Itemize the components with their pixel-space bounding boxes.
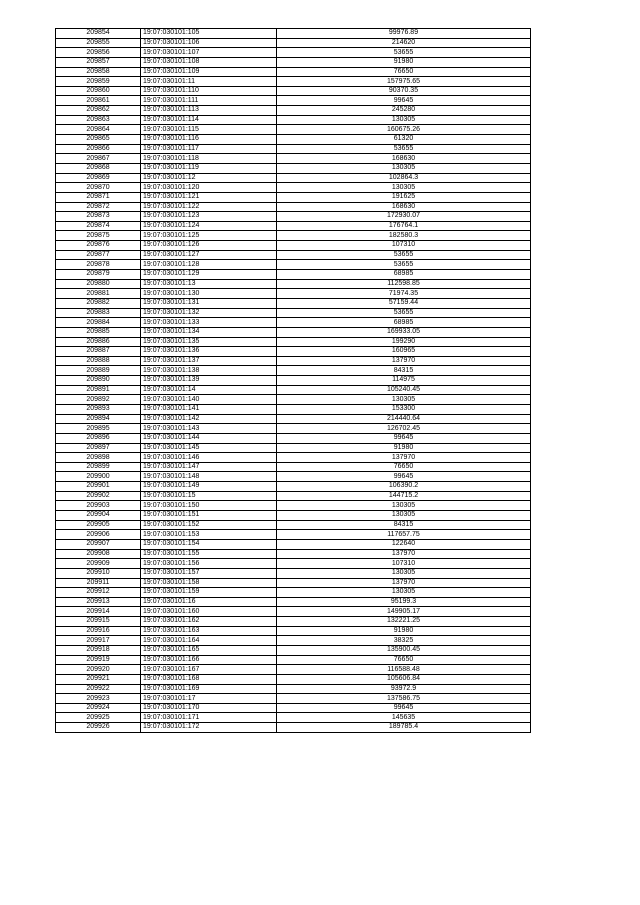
row-id-cell: 209867: [56, 154, 141, 164]
table-row: [56, 424, 531, 434]
value-cell: 84315: [277, 366, 531, 376]
value-cell: 114975: [277, 376, 531, 386]
table-row: [56, 154, 531, 164]
row-id-cell: 209893: [56, 404, 141, 414]
table-row: [56, 453, 531, 463]
value-cell: 149905.17: [277, 607, 531, 617]
cadastral-number-cell: 19:07:030101:135: [141, 337, 277, 347]
value-cell: 191625: [277, 192, 531, 202]
cadastral-number-cell: 19:07:030101:154: [141, 539, 277, 549]
table-row: [56, 539, 531, 549]
value-cell: 61320: [277, 135, 531, 145]
table-row: [56, 202, 531, 212]
cadastral-number-cell: 19:07:030101:17: [141, 694, 277, 704]
cadastral-number-cell: 19:07:030101:113: [141, 106, 277, 116]
cadastral-number-cell: 19:07:030101:121: [141, 192, 277, 202]
row-id-cell: 209861: [56, 96, 141, 106]
cadastral-number-cell: 19:07:030101:142: [141, 414, 277, 424]
row-id-cell: 209870: [56, 183, 141, 193]
cadastral-number-cell: 19:07:030101:162: [141, 617, 277, 627]
table-row: [56, 279, 531, 289]
row-id-cell: 209885: [56, 327, 141, 337]
value-cell: 107310: [277, 559, 531, 569]
cadastral-number-cell: 19:07:030101:128: [141, 260, 277, 270]
table-row: [56, 482, 531, 492]
row-id-cell: 209868: [56, 163, 141, 173]
cadastral-number-cell: 19:07:030101:11: [141, 77, 277, 87]
value-cell: 38325: [277, 636, 531, 646]
row-id-cell: 209871: [56, 192, 141, 202]
cadastral-number-cell: 19:07:030101:15: [141, 491, 277, 501]
row-id-cell: 209869: [56, 173, 141, 183]
row-id-cell: 209894: [56, 414, 141, 424]
row-id-cell: 209858: [56, 67, 141, 77]
table-row: [56, 597, 531, 607]
table-row: [56, 86, 531, 96]
cadastral-number-cell: 19:07:030101:13: [141, 279, 277, 289]
row-id-cell: 209918: [56, 646, 141, 656]
cadastral-number-cell: 19:07:030101:165: [141, 646, 277, 656]
table-row: [56, 106, 531, 116]
value-cell: 53655: [277, 144, 531, 154]
value-cell: 105606.84: [277, 674, 531, 684]
cadastral-number-cell: 19:07:030101:117: [141, 144, 277, 154]
table-row: [56, 212, 531, 222]
row-id-cell: 209916: [56, 626, 141, 636]
cadastral-number-cell: 19:07:030101:14: [141, 385, 277, 395]
row-id-cell: 209915: [56, 617, 141, 627]
table-row: [56, 260, 531, 270]
value-cell: 105240.45: [277, 385, 531, 395]
value-cell: 117657.75: [277, 530, 531, 540]
table-row: [56, 115, 531, 125]
table-row: [56, 511, 531, 521]
table-row: [56, 443, 531, 453]
cadastral-number-cell: 19:07:030101:124: [141, 221, 277, 231]
data-table: [55, 28, 531, 733]
value-cell: 84315: [277, 520, 531, 530]
table-row: [56, 578, 531, 588]
row-id-cell: 209884: [56, 318, 141, 328]
cadastral-number-cell: 19:07:030101:169: [141, 684, 277, 694]
value-cell: 53655: [277, 250, 531, 260]
cadastral-number-cell: 19:07:030101:152: [141, 520, 277, 530]
table-row: [56, 192, 531, 202]
row-id-cell: 209898: [56, 453, 141, 463]
value-cell: 122640: [277, 539, 531, 549]
row-id-cell: 209890: [56, 376, 141, 386]
table-row: [56, 414, 531, 424]
row-id-cell: 209854: [56, 29, 141, 39]
table-row: [56, 347, 531, 357]
table-row: [56, 77, 531, 87]
value-cell: 130305: [277, 501, 531, 511]
row-id-cell: 209856: [56, 48, 141, 58]
table-row: [56, 646, 531, 656]
row-id-cell: 209886: [56, 337, 141, 347]
row-id-cell: 209877: [56, 250, 141, 260]
value-cell: 160965: [277, 347, 531, 357]
cadastral-number-cell: 19:07:030101:125: [141, 231, 277, 241]
cadastral-number-cell: 19:07:030101:126: [141, 241, 277, 251]
row-id-cell: 209911: [56, 578, 141, 588]
value-cell: 53655: [277, 48, 531, 58]
row-id-cell: 209882: [56, 298, 141, 308]
row-id-cell: 209879: [56, 270, 141, 280]
row-id-cell: 209876: [56, 241, 141, 251]
table-row: [56, 270, 531, 280]
row-id-cell: 209921: [56, 674, 141, 684]
table-row: [56, 607, 531, 617]
cadastral-number-cell: 19:07:030101:114: [141, 115, 277, 125]
table-row: [56, 530, 531, 540]
row-id-cell: 209924: [56, 703, 141, 713]
table-row: [56, 289, 531, 299]
table-row: [56, 674, 531, 684]
value-cell: 99645: [277, 703, 531, 713]
cadastral-number-cell: 19:07:030101:167: [141, 665, 277, 675]
table-row: [56, 231, 531, 241]
row-id-cell: 209897: [56, 443, 141, 453]
row-id-cell: 209889: [56, 366, 141, 376]
row-id-cell: 209917: [56, 636, 141, 646]
cadastral-number-cell: 19:07:030101:132: [141, 308, 277, 318]
value-cell: 76650: [277, 67, 531, 77]
table-row: [56, 694, 531, 704]
value-cell: 68985: [277, 270, 531, 280]
cadastral-number-cell: 19:07:030101:171: [141, 713, 277, 723]
row-id-cell: 209925: [56, 713, 141, 723]
cadastral-number-cell: 19:07:030101:151: [141, 511, 277, 521]
row-id-cell: 209909: [56, 559, 141, 569]
value-cell: 112598.85: [277, 279, 531, 289]
row-id-cell: 209864: [56, 125, 141, 135]
table-row: [56, 665, 531, 675]
row-id-cell: 209914: [56, 607, 141, 617]
row-id-cell: 209912: [56, 588, 141, 598]
cadastral-number-cell: 19:07:030101:147: [141, 462, 277, 472]
table-row: [56, 221, 531, 231]
value-cell: 157975.65: [277, 77, 531, 87]
table-row: [56, 163, 531, 173]
cadastral-number-cell: 19:07:030101:172: [141, 723, 277, 733]
table-row: [56, 723, 531, 733]
table-row: [56, 684, 531, 694]
value-cell: 91980: [277, 57, 531, 67]
table-row: [56, 366, 531, 376]
value-cell: 169933.05: [277, 327, 531, 337]
table-row: [56, 404, 531, 414]
cadastral-number-cell: 19:07:030101:153: [141, 530, 277, 540]
value-cell: 130305: [277, 115, 531, 125]
cadastral-number-cell: 19:07:030101:134: [141, 327, 277, 337]
cadastral-number-cell: 19:07:030101:138: [141, 366, 277, 376]
row-id-cell: 209899: [56, 462, 141, 472]
cadastral-number-cell: 19:07:030101:140: [141, 395, 277, 405]
row-id-cell: 209857: [56, 57, 141, 67]
cadastral-number-cell: 19:07:030101:168: [141, 674, 277, 684]
row-id-cell: 209920: [56, 665, 141, 675]
row-id-cell: 209863: [56, 115, 141, 125]
row-id-cell: 209906: [56, 530, 141, 540]
row-id-cell: 209859: [56, 77, 141, 87]
cadastral-number-cell: 19:07:030101:12: [141, 173, 277, 183]
cadastral-number-cell: 19:07:030101:123: [141, 212, 277, 222]
value-cell: 172930.07: [277, 212, 531, 222]
value-cell: 137970: [277, 356, 531, 366]
cadastral-number-cell: 19:07:030101:116: [141, 135, 277, 145]
value-cell: 126702.45: [277, 424, 531, 434]
row-id-cell: 209896: [56, 433, 141, 443]
cadastral-number-cell: 19:07:030101:119: [141, 163, 277, 173]
table-row: [56, 385, 531, 395]
value-cell: 168630: [277, 202, 531, 212]
table-row: [56, 57, 531, 67]
row-id-cell: 209901: [56, 482, 141, 492]
value-cell: 153300: [277, 404, 531, 414]
value-cell: 189785.4: [277, 723, 531, 733]
value-cell: 53655: [277, 308, 531, 318]
cadastral-number-cell: 19:07:030101:107: [141, 48, 277, 58]
row-id-cell: 209910: [56, 568, 141, 578]
row-id-cell: 209865: [56, 135, 141, 145]
row-id-cell: 209926: [56, 723, 141, 733]
value-cell: 214620: [277, 38, 531, 48]
cadastral-number-cell: 19:07:030101:170: [141, 703, 277, 713]
row-id-cell: 209880: [56, 279, 141, 289]
value-cell: 130305: [277, 183, 531, 193]
cadastral-number-cell: 19:07:030101:122: [141, 202, 277, 212]
value-cell: 199290: [277, 337, 531, 347]
value-cell: 90370.35: [277, 86, 531, 96]
cadastral-number-cell: 19:07:030101:110: [141, 86, 277, 96]
value-cell: 137970: [277, 578, 531, 588]
table-row: [56, 713, 531, 723]
value-cell: 68985: [277, 318, 531, 328]
row-id-cell: 209874: [56, 221, 141, 231]
value-cell: 182580.3: [277, 231, 531, 241]
cadastral-number-cell: 19:07:030101:149: [141, 482, 277, 492]
value-cell: 53655: [277, 260, 531, 270]
row-id-cell: 209919: [56, 655, 141, 665]
cadastral-number-cell: 19:07:030101:137: [141, 356, 277, 366]
cadastral-number-cell: 19:07:030101:148: [141, 472, 277, 482]
row-id-cell: 209902: [56, 491, 141, 501]
cadastral-number-cell: 19:07:030101:166: [141, 655, 277, 665]
table-row: [56, 568, 531, 578]
value-cell: 168630: [277, 154, 531, 164]
cadastral-number-cell: 19:07:030101:156: [141, 559, 277, 569]
cadastral-number-cell: 19:07:030101:141: [141, 404, 277, 414]
value-cell: 176764.1: [277, 221, 531, 231]
table-row: [56, 125, 531, 135]
value-cell: 137970: [277, 549, 531, 559]
table-row: [56, 144, 531, 154]
value-cell: 99645: [277, 96, 531, 106]
table-row: [56, 29, 531, 39]
table-row: [56, 549, 531, 559]
table-row: [56, 636, 531, 646]
value-cell: 107310: [277, 241, 531, 251]
cadastral-number-cell: 19:07:030101:163: [141, 626, 277, 636]
row-id-cell: 209872: [56, 202, 141, 212]
row-id-cell: 209922: [56, 684, 141, 694]
table-row: [56, 395, 531, 405]
row-id-cell: 209908: [56, 549, 141, 559]
table-row: [56, 472, 531, 482]
value-cell: 214440.64: [277, 414, 531, 424]
row-id-cell: 209903: [56, 501, 141, 511]
table-row: [56, 520, 531, 530]
row-id-cell: 209923: [56, 694, 141, 704]
value-cell: 116588.48: [277, 665, 531, 675]
table-row: [56, 491, 531, 501]
value-cell: 76650: [277, 655, 531, 665]
table-row: [56, 241, 531, 251]
table-body: [56, 29, 531, 733]
table-row: [56, 501, 531, 511]
cadastral-number-cell: 19:07:030101:129: [141, 270, 277, 280]
table-row: [56, 327, 531, 337]
row-id-cell: 209913: [56, 597, 141, 607]
row-id-cell: 209900: [56, 472, 141, 482]
table-row: [56, 433, 531, 443]
cadastral-number-cell: 19:07:030101:131: [141, 298, 277, 308]
table-row: [56, 588, 531, 598]
row-id-cell: 209883: [56, 308, 141, 318]
cadastral-number-cell: 19:07:030101:109: [141, 67, 277, 77]
row-id-cell: 209860: [56, 86, 141, 96]
value-cell: 137970: [277, 453, 531, 463]
table-row: [56, 318, 531, 328]
value-cell: 145635: [277, 713, 531, 723]
cadastral-number-cell: 19:07:030101:150: [141, 501, 277, 511]
cadastral-number-cell: 19:07:030101:143: [141, 424, 277, 434]
cadastral-number-cell: 19:07:030101:146: [141, 453, 277, 463]
value-cell: 160675.26: [277, 125, 531, 135]
value-cell: 102864.3: [277, 173, 531, 183]
value-cell: 99976.89: [277, 29, 531, 39]
cadastral-number-cell: 19:07:030101:16: [141, 597, 277, 607]
value-cell: 71974.35: [277, 289, 531, 299]
table-row: [56, 173, 531, 183]
row-id-cell: 209887: [56, 347, 141, 357]
value-cell: 130305: [277, 163, 531, 173]
cadastral-number-cell: 19:07:030101:145: [141, 443, 277, 453]
cadastral-number-cell: 19:07:030101:133: [141, 318, 277, 328]
value-cell: 132221.25: [277, 617, 531, 627]
value-cell: 95199.3: [277, 597, 531, 607]
table-row: [56, 250, 531, 260]
table-row: [56, 376, 531, 386]
cadastral-number-cell: 19:07:030101:164: [141, 636, 277, 646]
row-id-cell: 209855: [56, 38, 141, 48]
table-row: [56, 337, 531, 347]
value-cell: 130305: [277, 395, 531, 405]
table-row: [56, 626, 531, 636]
table-row: [56, 462, 531, 472]
cadastral-number-cell: 19:07:030101:155: [141, 549, 277, 559]
table-row: [56, 703, 531, 713]
row-id-cell: 209891: [56, 385, 141, 395]
value-cell: 135900.45: [277, 646, 531, 656]
row-id-cell: 209878: [56, 260, 141, 270]
value-cell: 137586.75: [277, 694, 531, 704]
table-row: [56, 655, 531, 665]
cadastral-number-cell: 19:07:030101:159: [141, 588, 277, 598]
row-id-cell: 209866: [56, 144, 141, 154]
cadastral-number-cell: 19:07:030101:157: [141, 568, 277, 578]
cadastral-number-cell: 19:07:030101:111: [141, 96, 277, 106]
cadastral-number-cell: 19:07:030101:160: [141, 607, 277, 617]
cadastral-number-cell: 19:07:030101:136: [141, 347, 277, 357]
value-cell: 91980: [277, 443, 531, 453]
cadastral-number-cell: 19:07:030101:120: [141, 183, 277, 193]
row-id-cell: 209875: [56, 231, 141, 241]
cadastral-number-cell: 19:07:030101:139: [141, 376, 277, 386]
value-cell: 130305: [277, 568, 531, 578]
table-row: [56, 96, 531, 106]
value-cell: 130305: [277, 588, 531, 598]
cadastral-number-cell: 19:07:030101:106: [141, 38, 277, 48]
table-row: [56, 183, 531, 193]
table-row: [56, 67, 531, 77]
row-id-cell: 209881: [56, 289, 141, 299]
value-cell: 106390.2: [277, 482, 531, 492]
table-row: [56, 559, 531, 569]
table-row: [56, 308, 531, 318]
table-row: [56, 298, 531, 308]
row-id-cell: 209905: [56, 520, 141, 530]
row-id-cell: 209907: [56, 539, 141, 549]
row-id-cell: 209895: [56, 424, 141, 434]
table-row: [56, 48, 531, 58]
row-id-cell: 209904: [56, 511, 141, 521]
value-cell: 245280: [277, 106, 531, 116]
cadastral-number-cell: 19:07:030101:144: [141, 433, 277, 443]
table-row: [56, 135, 531, 145]
cadastral-number-cell: 19:07:030101:108: [141, 57, 277, 67]
cadastral-number-cell: 19:07:030101:105: [141, 29, 277, 39]
cadastral-number-cell: 19:07:030101:127: [141, 250, 277, 260]
cadastral-number-cell: 19:07:030101:158: [141, 578, 277, 588]
cadastral-number-cell: 19:07:030101:118: [141, 154, 277, 164]
value-cell: 99645: [277, 433, 531, 443]
row-id-cell: 209892: [56, 395, 141, 405]
cadastral-number-cell: 19:07:030101:130: [141, 289, 277, 299]
value-cell: 144715.2: [277, 491, 531, 501]
value-cell: 76650: [277, 462, 531, 472]
cadastral-number-cell: 19:07:030101:115: [141, 125, 277, 135]
value-cell: 99645: [277, 472, 531, 482]
value-cell: 93972.9: [277, 684, 531, 694]
row-id-cell: 209873: [56, 212, 141, 222]
table-row: [56, 356, 531, 366]
value-cell: 130305: [277, 511, 531, 521]
value-cell: 57159.44: [277, 298, 531, 308]
row-id-cell: 209862: [56, 106, 141, 116]
table-row: [56, 38, 531, 48]
table-row: [56, 617, 531, 627]
row-id-cell: 209888: [56, 356, 141, 366]
value-cell: 91980: [277, 626, 531, 636]
